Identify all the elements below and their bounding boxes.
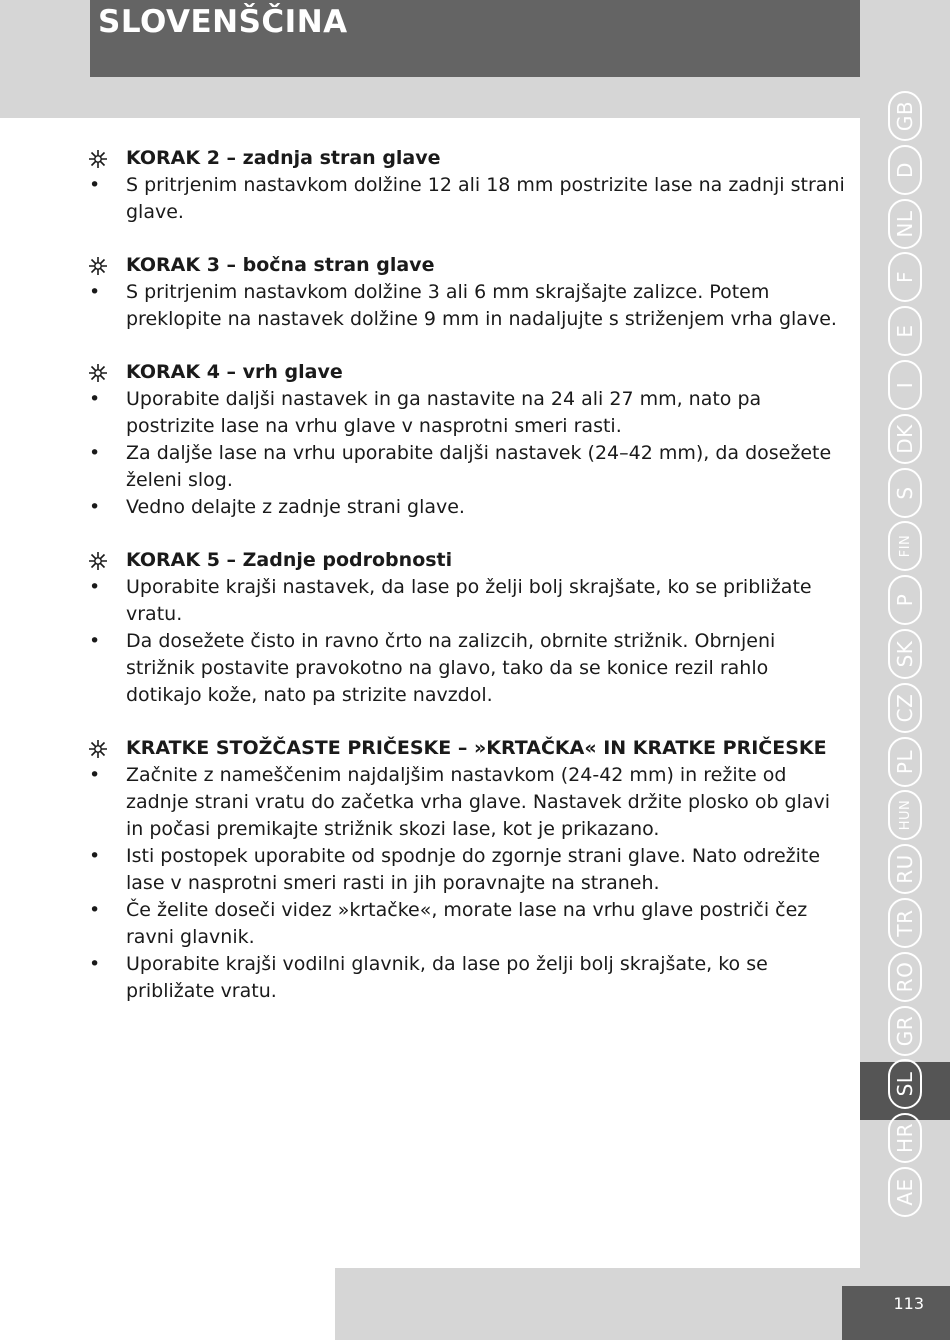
language-code: E — [888, 306, 922, 356]
bullet-dot: • — [89, 281, 101, 303]
language-tab-tr[interactable] — [872, 897, 938, 949]
page-title: SLOVENŠČINA — [98, 4, 348, 40]
step-heading-text: KORAK 4 – vrh glave — [126, 361, 343, 383]
language-code: PL — [888, 737, 922, 787]
step-heading-text: KRATKE STOŽČASTE PRIČESKE – »KRTAČKA« IN KRATKE PRIČESKE — [126, 737, 827, 759]
step-section — [88, 252, 848, 333]
language-code: FIN — [888, 521, 922, 571]
language-code: DK — [888, 414, 922, 464]
star-burst-icon — [88, 149, 126, 169]
star-burst-icon — [88, 256, 126, 276]
bullet-item — [88, 762, 848, 843]
language-code: TR — [888, 898, 922, 948]
language-tab-d[interactable] — [872, 144, 938, 196]
language-code: GR — [888, 1006, 922, 1056]
language-sidebar — [860, 90, 950, 1230]
language-tab-gb[interactable] — [872, 90, 938, 142]
bullet-dot: • — [89, 953, 101, 975]
language-code: P — [888, 575, 922, 625]
bullet-text: Uporabite krajši nastavek, da lase po želji bolj skrajšate, ko se približate vratu. — [126, 576, 812, 625]
language-tab-e[interactable] — [872, 305, 938, 357]
bullet-item — [88, 172, 848, 226]
language-tab-hr[interactable] — [872, 1112, 938, 1164]
bottom-white-area — [0, 1268, 335, 1340]
step-section — [88, 145, 848, 226]
step-heading-text: KORAK 5 – Zadnje podrobnosti — [126, 549, 453, 571]
language-code: HUN — [888, 790, 922, 840]
main-content — [88, 145, 848, 1031]
language-tab-ae[interactable] — [872, 1166, 938, 1218]
language-tab-i[interactable] — [872, 359, 938, 411]
bullet-text: S pritrjenim nastavkom dolžine 3 ali 6 mm skrajšajte zalizce. Potem preklopite na nastavek dolžine 9 mm in nadaljujte s striženjem vrha glave. — [126, 281, 837, 330]
language-code: SL — [888, 1059, 922, 1109]
language-tab-sl[interactable] — [872, 1058, 938, 1110]
step-section — [88, 735, 848, 1005]
bullet-item — [88, 897, 848, 951]
bullet-dot: • — [89, 899, 101, 921]
language-code: S — [888, 468, 922, 518]
header-bar — [90, 0, 860, 77]
bullet-text: S pritrjenim nastavkom dolžine 12 ali 18 mm postrizite lase na zadnji strani glave. — [126, 174, 845, 223]
language-code: GB — [888, 91, 922, 141]
language-tab-dk[interactable] — [872, 413, 938, 465]
star-burst-icon — [88, 363, 126, 383]
bullet-dot: • — [89, 442, 101, 464]
bullet-dot: • — [89, 845, 101, 867]
bullet-dot: • — [89, 576, 101, 598]
step-section — [88, 359, 848, 521]
star-burst-icon — [88, 551, 126, 571]
step-heading — [88, 735, 848, 762]
language-tab-cz[interactable] — [872, 682, 938, 734]
language-tab-p[interactable] — [872, 574, 938, 626]
language-tab-pl[interactable] — [872, 736, 938, 788]
bullet-text: Začnite z nameščenim najdaljšim nastavkom (24-42 mm) in režite od zadnje strani vratu do začetka vrha glave. Nastavek držite plosko ob glavi in počasi premikajte strižnik skozi lase, kot je prikazano. — [126, 764, 831, 840]
bullet-item — [88, 628, 848, 709]
step-heading — [88, 547, 848, 574]
language-tab-sk[interactable] — [872, 628, 938, 680]
star-burst-icon — [88, 739, 126, 759]
language-code: RO — [888, 952, 922, 1002]
language-code: F — [888, 252, 922, 302]
language-code: CZ — [888, 683, 922, 733]
language-tab-ro[interactable] — [872, 951, 938, 1003]
language-tab-hun[interactable] — [872, 789, 938, 841]
bullet-item — [88, 574, 848, 628]
language-code: NL — [888, 199, 922, 249]
bullet-dot: • — [89, 496, 101, 518]
bullet-item — [88, 494, 848, 521]
language-code: AE — [888, 1167, 922, 1217]
bullet-text: Uporabite krajši vodilni glavnik, da lase po želji bolj skrajšate, ko se približate vratu. — [126, 953, 768, 1002]
step-section — [88, 547, 848, 709]
language-code: HR — [888, 1113, 922, 1163]
step-heading — [88, 145, 848, 172]
page-number-box — [842, 1286, 950, 1340]
language-tab-gr[interactable] — [872, 1005, 938, 1057]
step-heading — [88, 252, 848, 279]
language-tab-f[interactable] — [872, 251, 938, 303]
language-tab-s[interactable] — [872, 467, 938, 519]
bullet-text: Za daljše lase na vrhu uporabite daljši nastavek (24–42 mm), da dosežete želeni slog. — [126, 442, 832, 491]
language-code: D — [888, 145, 922, 195]
bullet-text: Vedno delajte z zadnje strani glave. — [126, 496, 465, 518]
bullet-dot: • — [89, 630, 101, 652]
bullet-item — [88, 386, 848, 440]
language-tab-nl[interactable] — [872, 198, 938, 250]
bullet-dot: • — [89, 764, 101, 786]
bullet-text: Da dosežete čisto in ravno črto na zalizcih, obrnite strižnik. Obrnjeni strižnik postavite pravokotno na glavo, tako da se konice rezil rahlo dotikajo kože, nato pa strizite navzdol. — [126, 630, 776, 706]
language-code: I — [888, 360, 922, 410]
step-heading — [88, 359, 848, 386]
language-tab-ru[interactable] — [872, 843, 938, 895]
bullet-item — [88, 440, 848, 494]
bullet-dot: • — [89, 388, 101, 410]
bullet-item — [88, 279, 848, 333]
bullet-item — [88, 951, 848, 1005]
step-heading-text: KORAK 3 – bočna stran glave — [126, 254, 435, 276]
bullet-text: Uporabite daljši nastavek in ga nastavite na 24 ali 27 mm, nato pa postrizite lase na vrhu glave v nasprotni smeri rasti. — [126, 388, 762, 437]
language-tab-fin[interactable] — [872, 520, 938, 572]
bullet-text: Isti postopek uporabite od spodnje do zgornje strani glave. Nato odrežite lase v nasprotni smeri rasti in jih poravnajte na straneh. — [126, 845, 821, 894]
bullet-text: Če želite doseči videz »krtačke«, morate lase na vrhu glave postriči čez ravni glavnik. — [126, 899, 808, 948]
page-number: 113 — [893, 1294, 924, 1313]
language-code: SK — [888, 629, 922, 679]
step-heading-text: KORAK 2 – zadnja stran glave — [126, 147, 441, 169]
bullet-item — [88, 843, 848, 897]
language-code: RU — [888, 844, 922, 894]
bullet-dot: • — [89, 174, 101, 196]
